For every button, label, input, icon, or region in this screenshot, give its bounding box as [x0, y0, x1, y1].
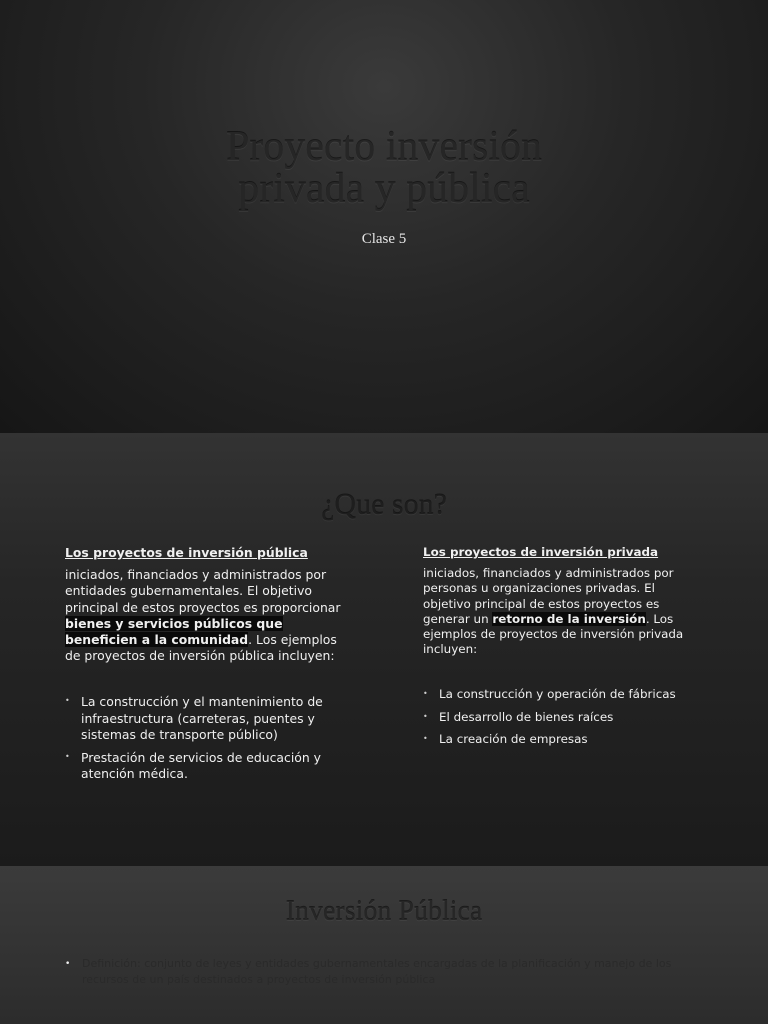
- presentation-subtitle: Clase 5: [361, 231, 407, 247]
- private-intro-highlight: retorno de la inversión: [492, 611, 646, 626]
- private-examples-list: [423, 687, 698, 747]
- public-intro: [65, 567, 355, 664]
- list-item: • El desarrollo de bienes raíces: [423, 710, 698, 725]
- definition-text: Definición: conjunto de leyes y entidades gubernamentales encargadas de la planificación y manejo de los recursos de un país destinados a proyectos de inversión pública: [82, 957, 672, 986]
- title-line-2: privada y pública: [238, 166, 530, 212]
- list-item: • La creación de empresas: [423, 732, 698, 747]
- private-intro-text-end: . Los ejemplos de proyectos de inversión privada incluyen:: [423, 611, 684, 657]
- public-examples-list: [65, 694, 355, 782]
- presentation-title: [0, 126, 768, 210]
- definitions-slide: [0, 433, 768, 866]
- list-item: • Prestación de servicios de educación y atención médica.: [65, 750, 355, 782]
- title-slide: [0, 0, 768, 433]
- public-investment-column: [65, 545, 355, 789]
- private-intro: [423, 566, 698, 657]
- private-investment-column: [423, 545, 698, 754]
- public-intro-text-end: . Los ejemplos de proyectos de inversión pública incluyen:: [65, 632, 337, 664]
- public-investment-slide: [0, 866, 768, 1024]
- private-intro-text: iniciados, financiados y administrados por personas u organizaciones privadas. El objetivo principal de estos proyectos es generar un: [423, 566, 674, 626]
- bullet-icon: •: [65, 959, 71, 969]
- public-heading: Los proyectos de inversión pública: [65, 545, 308, 560]
- definition-paragraph: [65, 956, 715, 988]
- public-intro-text: iniciados, financiados y administrados por entidades gubernamentales. El objetivo principal de estos proyectos es proporcionar: [65, 567, 341, 615]
- slide-title: ¿Que son?: [321, 488, 447, 521]
- private-heading: Los proyectos de inversión privada: [423, 545, 659, 559]
- slide-title: Inversión Pública: [285, 896, 483, 927]
- list-item: • La construcción y operación de fábricas: [423, 687, 698, 702]
- title-line-1: Proyecto inversión: [225, 124, 543, 170]
- list-item: • La construcción y el mantenimiento de infraestructura (carreteras, puentes y sistemas de transporte público): [65, 694, 355, 743]
- public-intro-highlight: bienes y servicios públicos que beneficien a la comunidad: [65, 615, 283, 648]
